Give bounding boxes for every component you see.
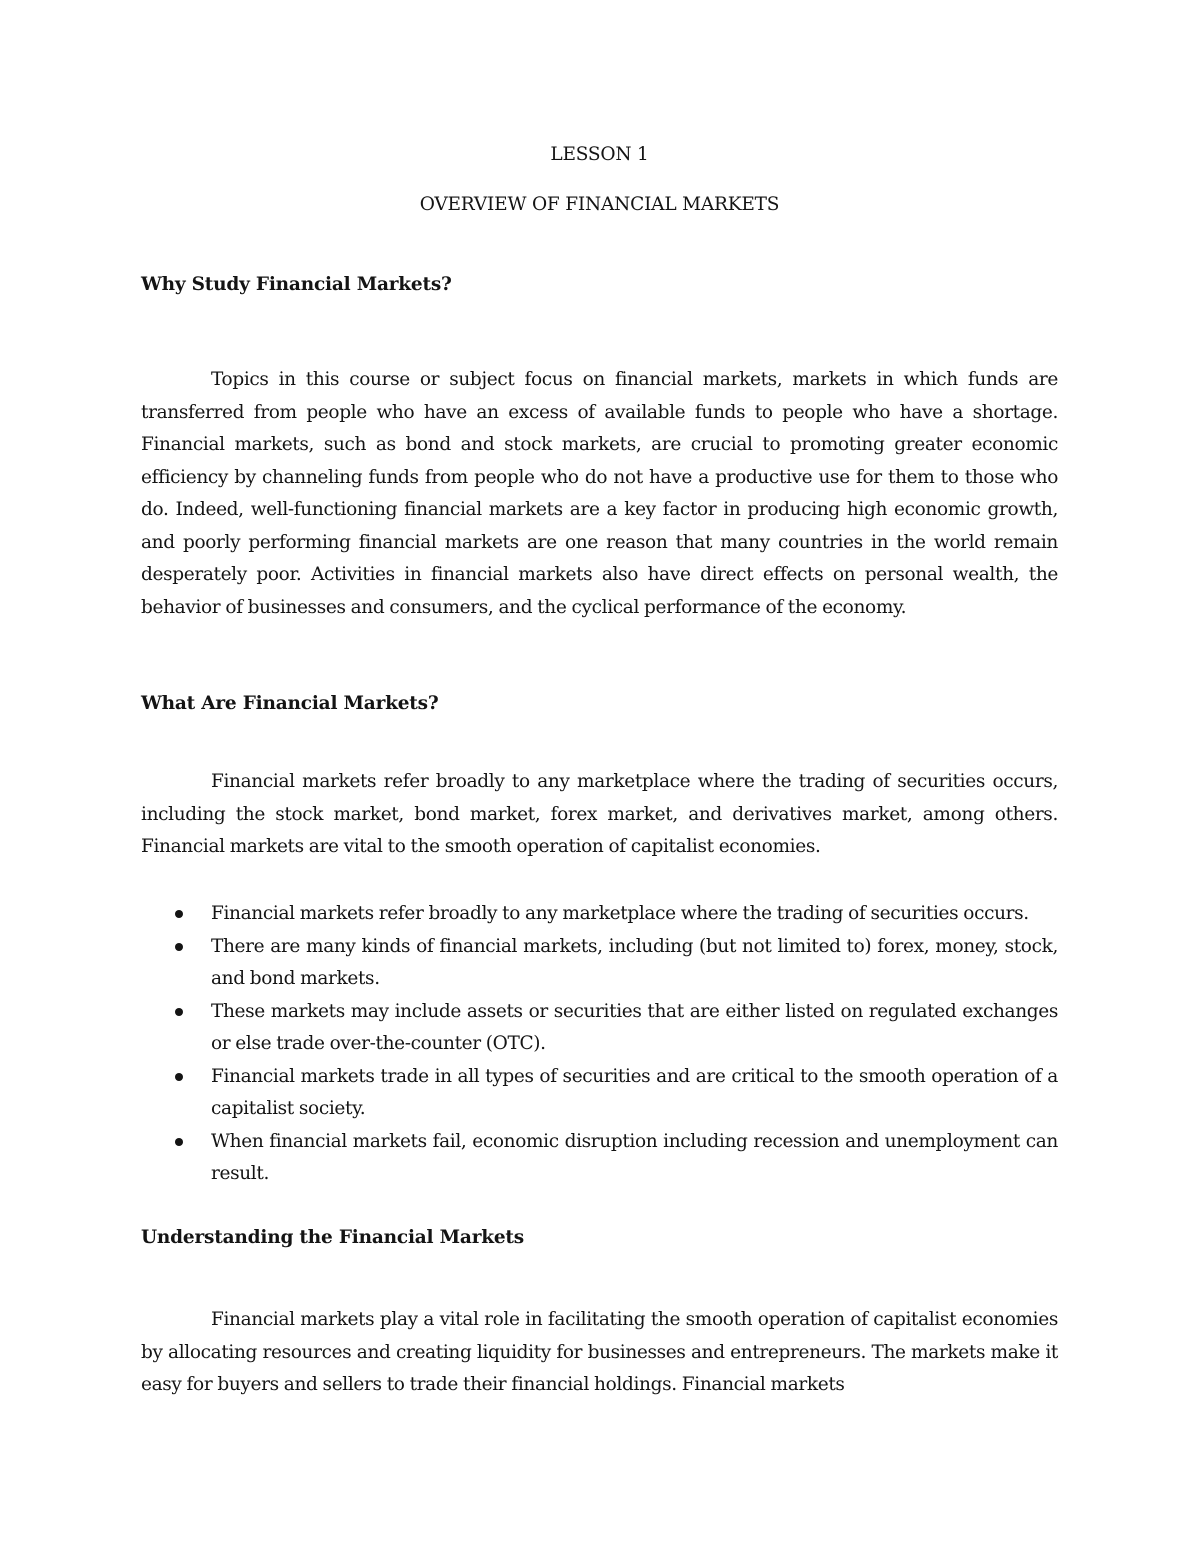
list-item-text: These markets may include assets or securities that are either listed on regulated exchanges or else trade over-the-counter (OTC). xyxy=(211,1000,1058,1054)
paragraph-what-are: Financial markets refer broadly to any marketplace where the trading of securities occurs, including the stock market, bond market, forex market, and derivatives market, among others. Financial markets are vital to the smooth operation of capitalist economies. xyxy=(141,771,1058,857)
bullet-icon xyxy=(175,1008,183,1016)
list-item-text: When financial markets fail, economic disruption including recession and unemployment can result. xyxy=(211,1130,1058,1184)
bullet-icon xyxy=(175,1073,183,1081)
list-item xyxy=(141,1126,1058,1191)
lesson-title: LESSON 1 xyxy=(550,144,649,165)
list-item-text: Financial markets refer broadly to any marketplace where the trading of securities occurs. xyxy=(211,903,1029,924)
paragraph-why-study: Topics in this course or subject focus on financial markets, markets in which funds are transferred from people who have an excess of available funds to people who have a shortage. Financial markets, such as bond and stock markets, are crucial to promoting greater economic efficiency by channeling funds from people who do not have a productive use for them to those who do. Indeed, well-functioning financial markets are a key factor in producing high economic growth, and poorly performing financial markets are one reason that many countries in the world remain desperately poor. Activities in financial markets also have direct effects on personal wealth, the behavior of businesses and consumers, and the cyclical performance of the economy. xyxy=(141,369,1058,618)
list-item-text: Financial markets trade in all types of securities and are critical to the smooth operation of a capitalist society. xyxy=(211,1065,1058,1119)
lesson-subtitle: OVERVIEW OF FINANCIAL MARKETS xyxy=(419,194,780,215)
section-heading-understanding: Understanding the Financial Markets xyxy=(141,1227,524,1248)
section-heading-why-study: Why Study Financial Markets? xyxy=(141,274,452,295)
list-item xyxy=(141,996,1058,1061)
list-item xyxy=(141,898,1058,931)
bullet-list xyxy=(141,898,1058,1191)
bullet-icon xyxy=(175,910,183,918)
paragraph-understanding: Financial markets play a vital role in facilitating the smooth operation of capitalist economies by allocating resources and creating liquidity for businesses and entrepreneurs. The markets make it easy for buyers and sellers to trade their financial holdings. Financial markets xyxy=(141,1309,1058,1395)
list-item-text: There are many kinds of financial markets, including (but not limited to) forex, money, stock, and bond markets. xyxy=(211,935,1058,989)
list-item xyxy=(141,931,1058,996)
bullet-icon xyxy=(175,1138,183,1146)
section-heading-what-are: What Are Financial Markets? xyxy=(141,693,439,714)
list-item xyxy=(141,1061,1058,1126)
bullet-icon xyxy=(175,943,183,951)
